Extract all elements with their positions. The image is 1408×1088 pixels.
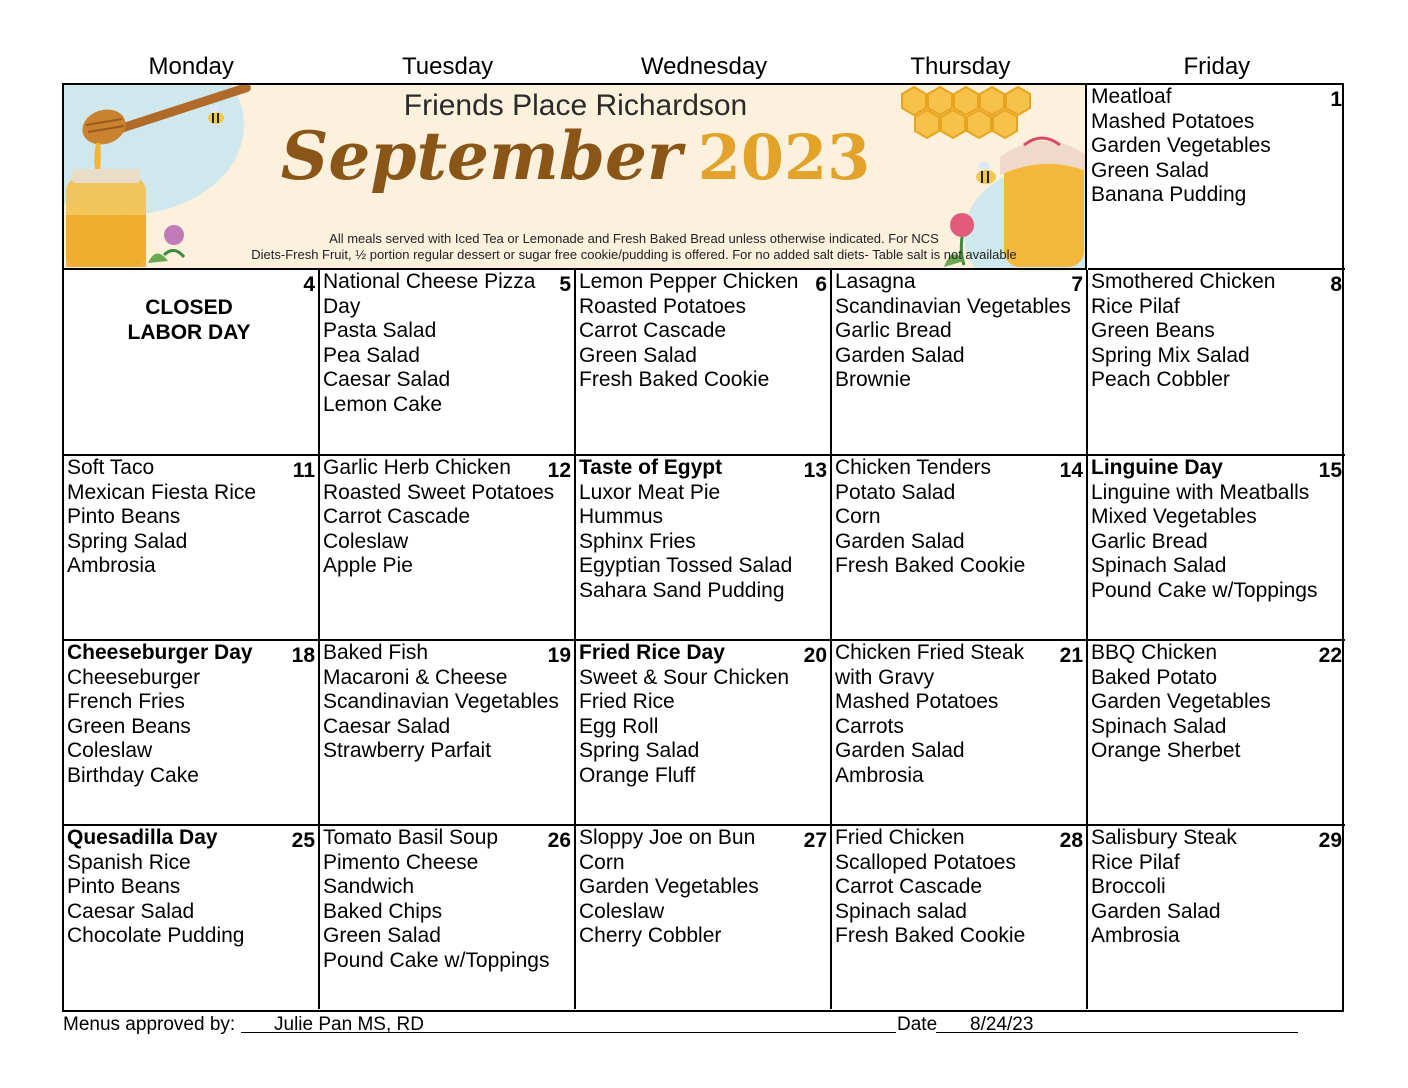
day-cell-8 — [1088, 270, 1345, 456]
menu-items — [67, 826, 315, 949]
menu-item: Luxor Meat Pie — [579, 480, 721, 504]
menu-item: Potato Salad — [835, 480, 956, 504]
menu-item: Baked Potato — [1091, 665, 1218, 689]
menu-item: Ambrosia — [67, 554, 156, 578]
menu-item: Corn — [579, 850, 625, 874]
menu-item: Baked Fish — [323, 641, 429, 664]
menu-item: Spring Salad — [579, 739, 700, 763]
menu-item: Garden Vegetables — [579, 875, 759, 899]
day-number: 8 — [1330, 273, 1342, 296]
menu-item: Salisbury Steak — [1091, 826, 1237, 849]
organization-name: Friends Place Richardson — [403, 89, 748, 122]
menu-item: Ambrosia — [1091, 924, 1180, 948]
menu-item: Birthday Cake — [67, 763, 199, 787]
menu-item: Pound Cake w/Toppings — [323, 948, 550, 972]
weekday-thursday: Thursday — [910, 53, 1011, 80]
menu-item: Green Salad — [579, 343, 697, 367]
menu-item: Pimento Cheese — [323, 850, 479, 874]
menu-item: Egg Roll — [579, 714, 659, 738]
menu-item: Spanish Rice — [67, 850, 191, 874]
menu-item: Mashed Potatoes — [835, 690, 999, 714]
menu-item: Green Salad — [323, 924, 441, 948]
menu-items — [1091, 641, 1342, 764]
month-name: September — [280, 117, 682, 195]
menu-item: Peach Cobbler — [1091, 368, 1230, 392]
month-banner — [64, 85, 1087, 270]
weekday-friday: Friday — [1183, 53, 1251, 80]
menu-item: Garden Vegetables — [1091, 134, 1271, 158]
day-cell-26 — [320, 826, 576, 1009]
menu-item: BBQ Chicken — [1091, 641, 1218, 664]
menu-item: Mexican Fiesta Rice — [67, 480, 257, 504]
menu-item: Fresh Baked Cookie — [835, 554, 1026, 578]
approved-by-label: Menus approved by: — [63, 1014, 236, 1035]
menu-item: Carrot Cascade — [835, 875, 983, 899]
day-cell-22 — [1088, 641, 1345, 826]
menu-items — [579, 456, 827, 604]
day-number: 15 — [1318, 459, 1342, 482]
menu-item: Orange Fluff — [579, 763, 696, 787]
menu-item: Fresh Baked Cookie — [579, 368, 770, 392]
day-number: 14 — [1059, 459, 1083, 482]
meal-note — [184, 231, 1084, 263]
weekday-header-row — [63, 52, 1345, 82]
menu-item: National Cheese Pizza — [323, 270, 536, 293]
menu-items — [835, 641, 1083, 789]
menu-items — [1091, 456, 1342, 604]
day-number: 6 — [815, 273, 827, 296]
menu-item: Tomato Basil Soup — [323, 826, 499, 849]
day-cell-29 — [1088, 826, 1345, 1009]
day-cell-13 — [576, 456, 832, 641]
menu-heading: Fried Rice Day — [579, 641, 725, 664]
menu-item: Green Beans — [67, 714, 191, 738]
menu-item: Sphinx Fries — [579, 529, 696, 553]
menu-item: Coleslaw — [323, 529, 409, 553]
menu-item: Garden Salad — [835, 529, 965, 553]
meal-note-line-1: All meals served with Iced Tea or Lemonade and Fresh Baked Bread unless otherwise indicated. For NCS — [329, 231, 939, 246]
day-number: 13 — [803, 459, 827, 482]
day-number: 18 — [291, 644, 315, 667]
day-number: 21 — [1059, 644, 1083, 667]
menu-item: Linguine with Meatballs — [1091, 480, 1310, 504]
menu-item: Chicken Tenders — [835, 456, 992, 479]
menu-item: Garden Salad — [835, 739, 965, 763]
menu-item: Garden Salad — [1091, 899, 1221, 923]
menu-item: Garden Salad — [835, 343, 965, 367]
day-cell-5 — [320, 270, 576, 456]
day-cell-12 — [320, 456, 576, 641]
approved-by-value: Julie Pan MS, RD — [274, 1014, 424, 1035]
day-number: 5 — [559, 273, 571, 296]
weekday-wednesday: Wednesday — [640, 53, 768, 80]
menu-item: Banana Pudding — [1091, 183, 1247, 207]
menu-item: Brownie — [835, 368, 911, 392]
menu-item: Carrots — [835, 714, 904, 738]
date-label: Date — [897, 1014, 938, 1035]
menu-item: Corn — [835, 505, 881, 529]
menu-item: Baked Chips — [323, 899, 443, 923]
approval-footer — [0, 1012, 1408, 1036]
menu-item: Sahara Sand Pudding — [579, 578, 785, 602]
menu-item: Soft Taco — [67, 456, 155, 479]
menu-item: Apple Pie — [323, 554, 413, 578]
menu-items — [67, 456, 315, 579]
menu-heading: LABOR DAY — [127, 320, 251, 344]
menu-item: Carrot Cascade — [323, 505, 471, 529]
menu-item: Garlic Herb Chicken — [323, 456, 511, 479]
menu-item: Day — [323, 294, 361, 318]
menu-items — [323, 456, 571, 579]
menu-item: Fried Rice — [579, 690, 675, 714]
menu-item: Cheeseburger — [67, 665, 201, 689]
menu-items — [835, 456, 1083, 579]
day-number: 29 — [1318, 829, 1342, 852]
menu-heading: Taste of Egypt — [579, 456, 723, 479]
menu-item: Pasta Salad — [323, 319, 437, 343]
day-number: 12 — [547, 459, 571, 482]
menu-item: Lemon Cake — [323, 392, 443, 416]
menu-item: Orange Sherbet — [1091, 739, 1241, 763]
menu-item: with Gravy — [835, 665, 935, 689]
day-cell-25 — [64, 826, 320, 1009]
day-cell-18 — [64, 641, 320, 826]
menu-item: Mixed Vegetables — [1091, 505, 1257, 529]
menu-item: Coleslaw — [579, 899, 665, 923]
day-cell-27 — [576, 826, 832, 1009]
menu-item: Spinach salad — [835, 899, 967, 923]
menu-items — [579, 826, 827, 949]
menu-item: Carrot Cascade — [579, 319, 727, 343]
menu-item: Pound Cake w/Toppings — [1091, 578, 1318, 602]
menu-item: Rice Pilaf — [1091, 294, 1180, 318]
menu-item: Roasted Sweet Potatoes — [323, 480, 555, 504]
day-number: 25 — [291, 829, 315, 852]
weekday-monday: Monday — [148, 53, 234, 80]
day-number: 26 — [547, 829, 571, 852]
menu-item: French Fries — [67, 690, 185, 714]
menu-item: Ambrosia — [835, 763, 924, 787]
menu-item: Chocolate Pudding — [67, 924, 245, 948]
menu-item: Garden Vegetables — [1091, 690, 1271, 714]
menu-item: Lasagna — [835, 270, 916, 293]
menu-items — [323, 641, 571, 764]
menu-item: Garlic Bread — [835, 319, 952, 343]
menu-item: Pea Salad — [323, 343, 420, 367]
menu-item: Spinach Salad — [1091, 714, 1227, 738]
day-cell-11 — [64, 456, 320, 641]
day-number: 20 — [803, 644, 827, 667]
menu-items — [323, 270, 571, 418]
menu-item: Caesar Salad — [323, 714, 451, 738]
menu-heading: Cheeseburger Day — [67, 641, 253, 664]
menu-item: Chicken Fried Steak — [835, 641, 1025, 664]
day-cell-14 — [832, 456, 1088, 641]
menu-items — [579, 641, 827, 789]
day-cell-20 — [576, 641, 832, 826]
menu-item: Sandwich — [323, 875, 415, 899]
menu-item: Spring Mix Salad — [1091, 343, 1250, 367]
day-number: 7 — [1071, 273, 1083, 296]
menu-item: Fried Chicken — [835, 826, 965, 849]
menu-item: Coleslaw — [67, 739, 153, 763]
menu-items — [835, 826, 1083, 949]
menu-heading: Linguine Day — [1091, 456, 1223, 479]
day-cell-6 — [576, 270, 832, 456]
menu-item: Caesar Salad — [323, 368, 451, 392]
menu-item: Sweet & Sour Chicken — [579, 665, 790, 689]
menu-item: Meatloaf — [1091, 85, 1172, 108]
menu-item: Cherry Cobbler — [579, 924, 722, 948]
day-number: 22 — [1318, 644, 1342, 667]
menu-item: Scandinavian Vegetables — [323, 690, 559, 714]
day-number: 27 — [803, 829, 827, 852]
menu-items — [67, 641, 315, 789]
menu-heading: Quesadilla Day — [67, 826, 218, 849]
month-title — [64, 117, 1087, 195]
menu-item: Caesar Salad — [67, 899, 195, 923]
day-cell-19 — [320, 641, 576, 826]
menu-item: Egyptian Tossed Salad — [579, 554, 793, 578]
menu-item: Green Beans — [1091, 319, 1215, 343]
menu-item: Lemon Pepper Chicken — [579, 270, 799, 293]
menu-items — [323, 826, 571, 974]
menu-item: Sloppy Joe on Bun — [579, 826, 756, 849]
menu-item: Fresh Baked Cookie — [835, 924, 1026, 948]
menu-item: Pinto Beans — [67, 505, 181, 529]
day-cell-15 — [1088, 456, 1345, 641]
day-number: 11 — [292, 459, 315, 482]
menu-items — [1091, 826, 1342, 949]
menu-items — [1091, 85, 1342, 208]
menu-item: Roasted Potatoes — [579, 294, 746, 318]
weekday-tuesday: Tuesday — [402, 53, 494, 80]
menu-items — [67, 270, 315, 345]
menu-item: Garlic Bread — [1091, 529, 1208, 553]
date-value: 8/24/23 — [970, 1014, 1034, 1035]
menu-item: Hummus — [579, 505, 664, 529]
menu-item: Scandinavian Vegetables — [835, 294, 1071, 318]
day-cell-1 — [1088, 85, 1345, 270]
menu-item: Scalloped Potatoes — [835, 850, 1016, 874]
menu-item: Green Salad — [1091, 158, 1209, 182]
calendar-grid — [62, 83, 1344, 1012]
day-cell-4 — [64, 270, 320, 456]
day-cell-28 — [832, 826, 1088, 1009]
menu-item: Strawberry Parfait — [323, 739, 492, 763]
day-number: 28 — [1059, 829, 1083, 852]
menu-item: Mashed Potatoes — [1091, 109, 1255, 133]
menu-item: Rice Pilaf — [1091, 850, 1180, 874]
menu-item: Spinach Salad — [1091, 554, 1227, 578]
menu-item: Spring Salad — [67, 529, 188, 553]
menu-items — [835, 270, 1083, 393]
day-number: 4 — [303, 273, 315, 296]
year: 2023 — [697, 121, 871, 194]
menu-heading: CLOSED — [145, 296, 233, 319]
meal-note-line-2: Diets-Fresh Fruit, ½ portion regular dessert or sugar free cookie/pudding is offered. For no added salt diets- Table salt is not available — [251, 247, 1017, 262]
menu-item: Smothered Chicken — [1091, 270, 1276, 293]
menu-item: Macaroni & Cheese — [323, 665, 508, 689]
day-number: 1 — [1330, 88, 1342, 111]
menu-item: Broccoli — [1091, 875, 1166, 899]
day-cell-7 — [832, 270, 1088, 456]
day-cell-21 — [832, 641, 1088, 826]
day-number: 19 — [547, 644, 571, 667]
menu-items — [1091, 270, 1342, 393]
menu-items — [579, 270, 827, 393]
menu-item: Pinto Beans — [67, 875, 181, 899]
